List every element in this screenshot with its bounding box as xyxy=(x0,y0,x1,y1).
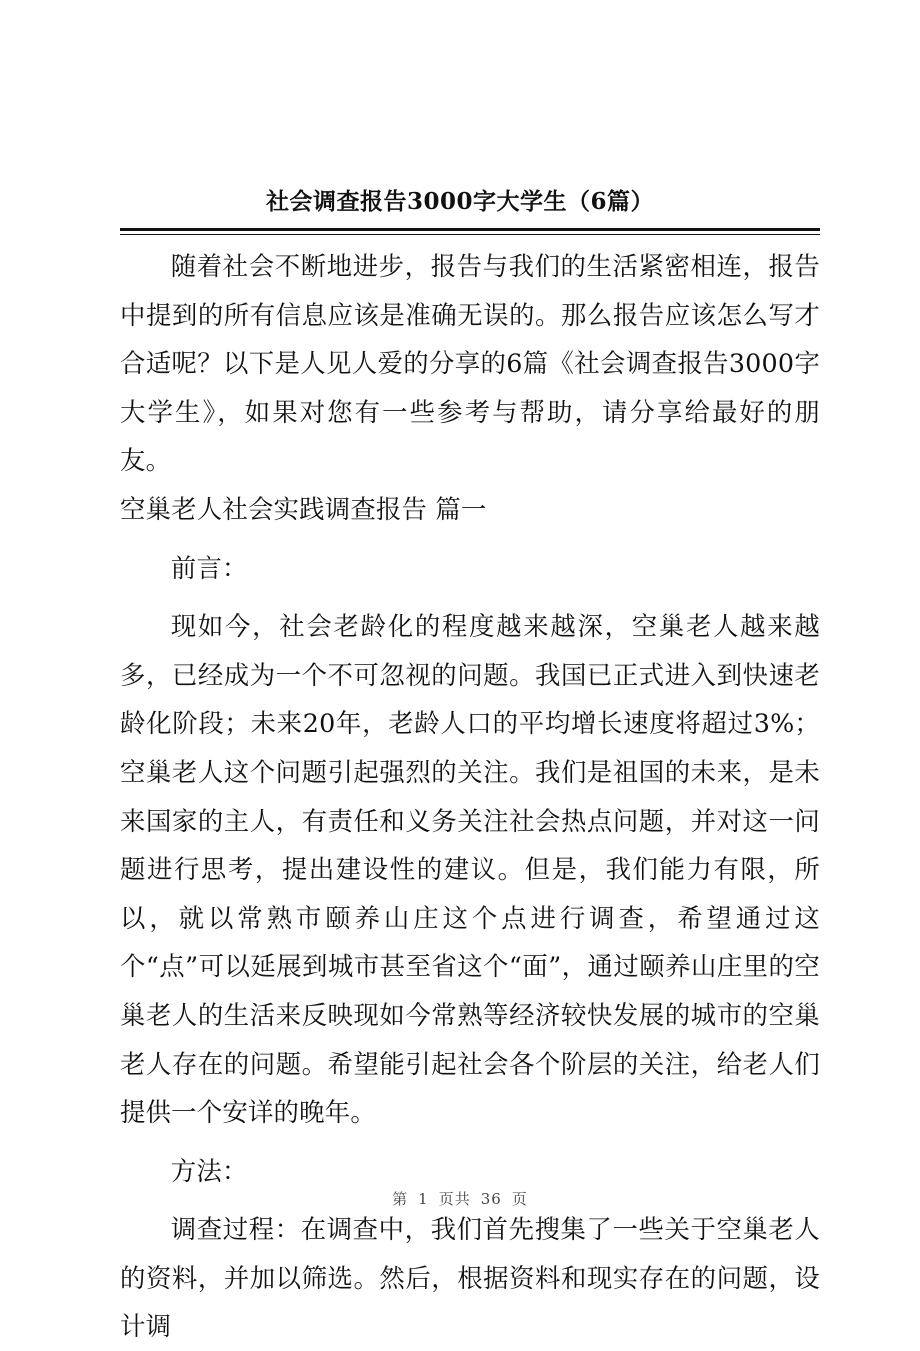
footer-suffix: 页 xyxy=(511,1190,528,1208)
footer-prefix: 第 xyxy=(392,1190,409,1208)
preface-paragraph: 现如今，社会老龄化的程度越来越深，空巢老人越来越多，已经成为一个不可忽视的问题。我国已正式进入到快速老龄化阶段；未来20年，老龄人口的平均增长速度将超过3%；空巢老人这个问题引起强烈的关注。我们是祖国的未来，是未来国家的主人，有责任和义务关注社会热点问题，并对这一问题进行思考，提出建设性的建议。但是，我们能力有限，所以，就以常熟市颐养山庄这个点进行调查，希望通过这个“点”可以延展到城市甚至省这个“面”，通过颐养山庄里的空巢老人的生活来反映现如今常熟等经济较快发展的城市的空巢老人存在的问题。希望能引起社会各个阶层的关注，给老人们提供一个安详的晚年。 xyxy=(120,611,820,1128)
section-heading: 空巢老人社会实践调查报告 篇一 xyxy=(120,493,487,524)
title-rule-thin xyxy=(120,234,820,235)
footer-page-number: 1 xyxy=(418,1190,429,1208)
footer-middle: 页共 xyxy=(438,1190,471,1208)
page-footer xyxy=(0,1188,920,1209)
preface-label: 前言： xyxy=(170,552,248,583)
intro-paragraph: 随着社会不断地进步，报告与我们的生活紧密相连，报告中提到的所有信息应该是准确无误的。那么报告应该怎么写才合适呢？以下是人见人爱的分享的6篇《社会调查报告3000字大学生》，如果对您有一些参考与帮助，请分享给最好的朋友。 xyxy=(120,251,820,476)
document-title: 社会调查报告3000字大学生（6篇） xyxy=(265,188,655,215)
method-label: 方法： xyxy=(170,1155,248,1186)
document-body xyxy=(120,242,820,1351)
method-paragraph: 调查过程：在调查中，我们首先搜集了一些关于空巢老人的资料，并加以筛选。然后，根据资料和现实存在的问题，设计调 xyxy=(120,1214,820,1342)
title-rule-thick xyxy=(120,228,820,231)
footer-total-pages: 36 xyxy=(480,1190,502,1208)
